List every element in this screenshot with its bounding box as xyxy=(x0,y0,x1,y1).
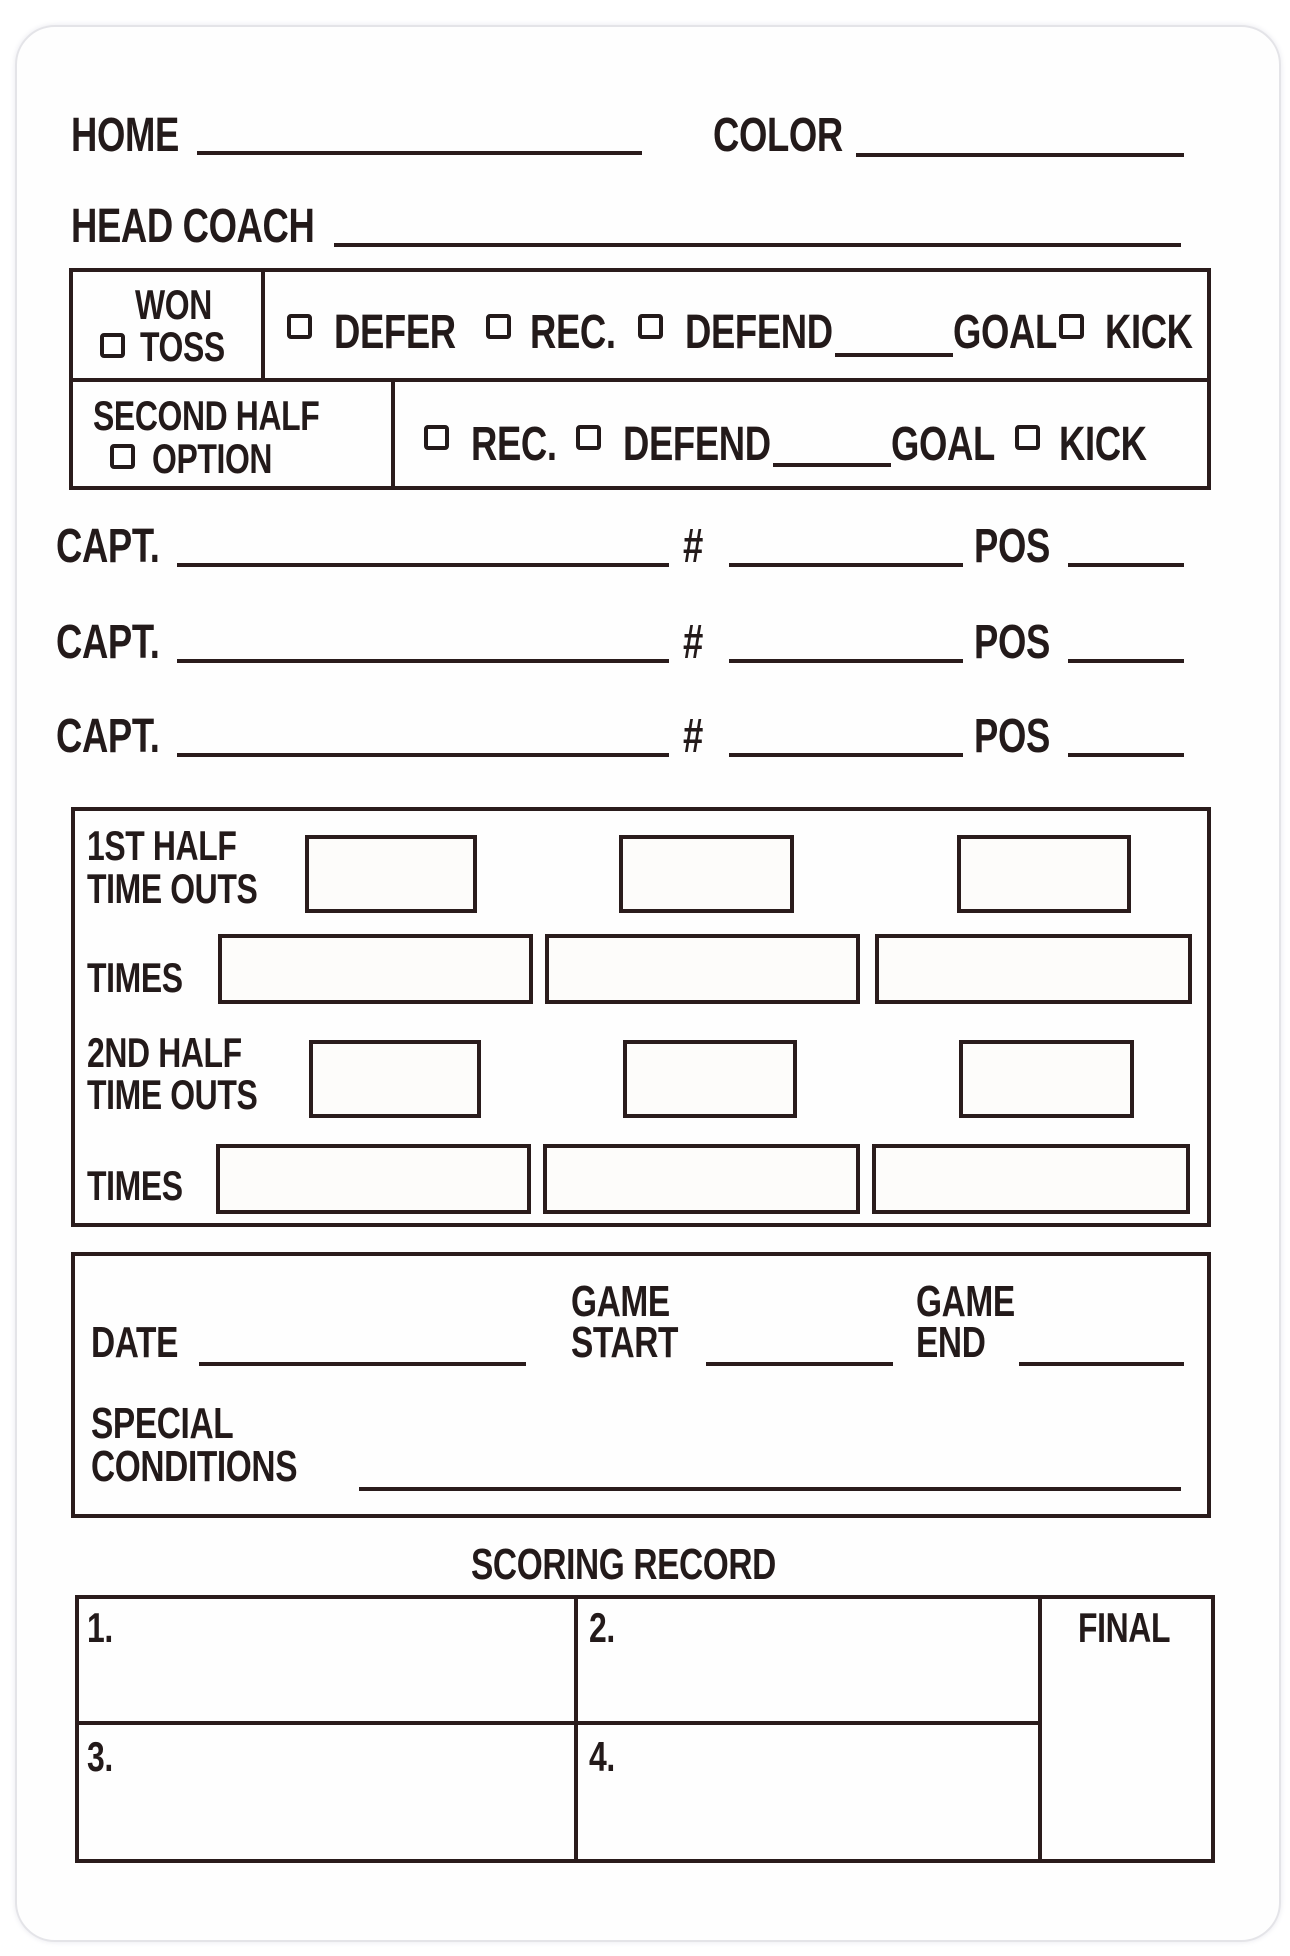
second-half-timeout-1[interactable] xyxy=(309,1040,481,1118)
quarter-3-label: 3. xyxy=(87,1733,113,1780)
scoring-divider-2 xyxy=(1038,1595,1042,1863)
capt-pos-label-3: POS xyxy=(974,710,1050,763)
second-half-timeout-2[interactable] xyxy=(623,1040,797,1118)
game-start-field[interactable] xyxy=(706,1362,893,1366)
toss-divider xyxy=(69,378,1211,382)
capt-label-2: CAPT. xyxy=(56,616,160,669)
won-toss-checkbox[interactable] xyxy=(100,333,125,358)
capt-label-3: CAPT. xyxy=(56,710,160,763)
scoring-table xyxy=(75,1595,1215,1863)
head-coach-label: HEAD COACH xyxy=(71,200,315,253)
capt-name-field-2[interactable] xyxy=(177,659,669,663)
game-end-label-2: END xyxy=(916,1318,986,1367)
home-label: HOME xyxy=(71,109,179,162)
first-half-timeout-3[interactable] xyxy=(957,835,1131,913)
second-half-time-3[interactable] xyxy=(872,1144,1190,1214)
defend-goal-2h-field[interactable] xyxy=(773,463,891,467)
quarter-4-label: 4. xyxy=(589,1733,615,1780)
kick-2h-label: KICK xyxy=(1059,418,1147,471)
capt-pos-field-1[interactable] xyxy=(1068,563,1184,567)
capt-label-1: CAPT. xyxy=(56,520,160,573)
color-label: COLOR xyxy=(713,109,843,162)
first-half-time-2[interactable] xyxy=(545,934,860,1004)
conditions-label: CONDITIONS xyxy=(91,1442,298,1491)
goal-label: GOAL xyxy=(953,306,1057,359)
option-label: OPTION xyxy=(152,435,273,482)
final-label: FINAL xyxy=(1078,1604,1171,1651)
game-start-label-2: START xyxy=(571,1318,679,1367)
rec-2h-label: REC. xyxy=(471,418,557,471)
first-half-timeout-2[interactable] xyxy=(619,835,794,913)
capt-name-field-3[interactable] xyxy=(177,753,669,757)
second-half-to-label: 2ND HALF xyxy=(87,1029,242,1076)
capt-number-label-3: # xyxy=(683,710,703,763)
color-field[interactable] xyxy=(856,153,1184,157)
defend-checkbox[interactable] xyxy=(638,314,663,339)
goal-2h-label: GOAL xyxy=(891,418,995,471)
option-checkbox[interactable] xyxy=(110,444,135,469)
capt-pos-label-1: POS xyxy=(974,520,1050,573)
capt-number-field-2[interactable] xyxy=(729,659,963,663)
scoring-divider-1 xyxy=(574,1595,578,1863)
rec-checkbox[interactable] xyxy=(486,314,511,339)
capt-number-label-1: # xyxy=(683,520,703,573)
game-end-field[interactable] xyxy=(1019,1362,1184,1366)
game-end-label-1: GAME xyxy=(916,1277,1015,1326)
capt-name-field-1[interactable] xyxy=(177,563,669,567)
first-half-label: 1ST HALF xyxy=(87,822,237,869)
second-half-time-2[interactable] xyxy=(543,1144,860,1214)
game-start-label-1: GAME xyxy=(571,1277,670,1326)
quarter-2-label: 2. xyxy=(589,1604,615,1651)
kick-label: KICK xyxy=(1105,306,1193,359)
second-half-timeouts-label: TIME OUTS xyxy=(87,1071,258,1118)
kick-2h-checkbox[interactable] xyxy=(1015,425,1040,450)
toss-col-divider xyxy=(261,268,265,380)
second-half-time-1[interactable] xyxy=(216,1144,531,1214)
second-half-label: SECOND HALF xyxy=(93,392,320,439)
capt-number-field-1[interactable] xyxy=(729,563,963,567)
defend-label: DEFEND xyxy=(685,306,833,359)
quarter-1-label: 1. xyxy=(87,1604,113,1651)
defend-2h-checkbox[interactable] xyxy=(576,425,601,450)
head-coach-field[interactable] xyxy=(334,243,1181,247)
home-field[interactable] xyxy=(197,151,642,155)
first-half-time-1[interactable] xyxy=(218,934,533,1004)
rec-2h-checkbox[interactable] xyxy=(424,425,449,450)
second-half-times-label: TIMES xyxy=(87,1162,183,1209)
defend-goal-field[interactable] xyxy=(835,353,953,357)
won-label: WON xyxy=(135,281,212,328)
capt-pos-field-3[interactable] xyxy=(1068,753,1184,757)
first-half-times-label: TIMES xyxy=(87,954,183,1001)
defend-2h-label: DEFEND xyxy=(623,418,771,471)
date-field[interactable] xyxy=(199,1362,526,1366)
first-half-time-3[interactable] xyxy=(875,934,1192,1004)
kick-checkbox[interactable] xyxy=(1059,314,1084,339)
special-label: SPECIAL xyxy=(91,1399,234,1448)
scoring-row-divider xyxy=(75,1721,1040,1725)
toss-label: TOSS xyxy=(140,323,225,370)
capt-number-field-3[interactable] xyxy=(729,753,963,757)
capt-number-label-2: # xyxy=(683,616,703,669)
special-conditions-field[interactable] xyxy=(359,1487,1181,1491)
first-half-timeout-1[interactable] xyxy=(305,835,477,913)
date-label: DATE xyxy=(91,1318,179,1367)
capt-pos-label-2: POS xyxy=(974,616,1050,669)
second-half-timeout-3[interactable] xyxy=(959,1040,1134,1118)
scoring-record-title: SCORING RECORD xyxy=(471,1540,776,1589)
capt-pos-field-2[interactable] xyxy=(1068,659,1184,663)
first-half-timeouts-label: TIME OUTS xyxy=(87,865,258,912)
defer-label: DEFER xyxy=(334,306,456,359)
defer-checkbox[interactable] xyxy=(287,314,312,339)
option-col-divider xyxy=(391,378,395,490)
rec-label: REC. xyxy=(530,306,616,359)
